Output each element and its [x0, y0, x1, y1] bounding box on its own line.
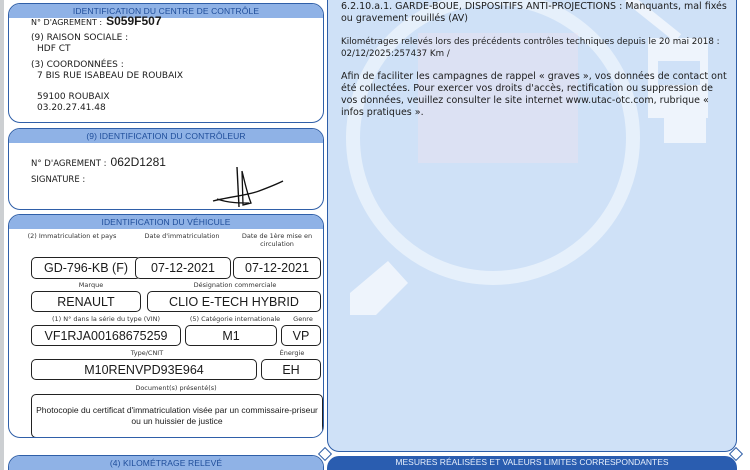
immat-field: GD-796-KB (F) — [31, 257, 141, 279]
date-immat-label: Date d'immatriculation — [144, 232, 220, 240]
vin-label: (1) N° dans la série du type (VIN) — [51, 315, 161, 323]
date-immat-field: 07-12-2021 — [135, 257, 231, 279]
vin-field: VF1RJA00168675259 — [31, 325, 181, 346]
designation-label: Désignation commerciale — [193, 281, 277, 289]
immat-label: (2) Immatriculation et pays — [27, 232, 117, 240]
kilometrage-header: (4) KILOMÉTRAGE RELEVÉ — [9, 456, 323, 470]
vehicule-panel — [8, 214, 324, 438]
marque-label: Marque — [78, 281, 104, 289]
controleur-agrement-label: N° D'AGREMENT : — [31, 159, 107, 169]
signature-icon — [209, 163, 289, 210]
address-line1: 7 BIS RUE ISABEAU DE ROUBAIX — [37, 71, 184, 81]
controleur-agrement-value: 062D1281 — [110, 155, 166, 169]
categorie-label: (5) Catégorie internationale — [189, 315, 281, 323]
genre-label: Genre — [293, 315, 313, 323]
genre-field: VP — [281, 325, 321, 346]
phone: 03.20.27.41.48 — [37, 103, 106, 113]
vehicule-header: IDENTIFICATION DU VÉHICULE — [9, 215, 323, 229]
coordonnees-label: (3) COORDONNÉES : — [31, 60, 124, 70]
observations-panel — [327, 0, 737, 452]
documents-field: Photocopie du certificat d'immatriculation visée par un commissaire-priseur ou un huissier de justice — [31, 394, 323, 438]
privacy-text: Afin de faciliter les campagnes de rappel « graves », vos données de contact ont été collectées. Pour exercer vos droits d'accès, rectification ou suppression de vos données, veuillez consulter le site internet www.utac-otc.com, rubrique « infos pratiques ». — [341, 71, 727, 118]
defect-text: 6.2.10.a.1. GARDE-BOUE, DISPOSITIFS ANTI-PROJECTIONS : Manquants, mal fixés ou gravement rouillés (AV) — [341, 1, 727, 24]
documents-label: Document(s) présenté(s) — [135, 384, 217, 392]
raison-sociale-value: HDF CT — [37, 44, 71, 54]
mesures-header: MESURES RÉALISÉES ET VALEURS LIMITES CORRESPONDANTES — [327, 456, 737, 470]
page-left-edge — [0, 0, 4, 470]
marque-field: RENAULT — [31, 291, 141, 312]
centre-header: IDENTIFICATION DU CENTRE DE CONTRÔLE — [9, 4, 323, 18]
centre-agrement-value: S059F507 — [106, 14, 162, 28]
controleur-panel — [8, 128, 324, 210]
energie-field: EH — [261, 359, 321, 380]
kilometrage-panel — [8, 455, 324, 470]
type-label: Type/CNIT — [130, 349, 164, 357]
controleur-header: (9) IDENTIFICATION DU CONTRÔLEUR — [9, 129, 323, 143]
centre-controle-panel — [8, 3, 324, 123]
km-history-text: Kilométrages relevés lors des précédents contrôles techniques depuis le 20 mai 2018 : 02/12/2025:257437 Km / — [341, 37, 720, 59]
date-circ-field: 07-12-2021 — [233, 257, 321, 279]
date-circ-label: Date de 1ère mise en circulation — [241, 232, 313, 248]
raison-sociale-label: (9) RAISON SOCIALE : — [31, 33, 129, 43]
categorie-field: M1 — [185, 325, 277, 346]
designation-field: CLIO E-TECH HYBRID — [147, 291, 321, 312]
energie-label: Énergie — [279, 349, 305, 357]
address-line2: 59100 ROUBAIX — [37, 92, 110, 102]
type-field: M10RENVPD93E964 — [31, 359, 257, 380]
centre-agrement-label: N° D'AGREMENT : — [31, 18, 103, 27]
signature-label: SIGNATURE : — [31, 175, 86, 185]
